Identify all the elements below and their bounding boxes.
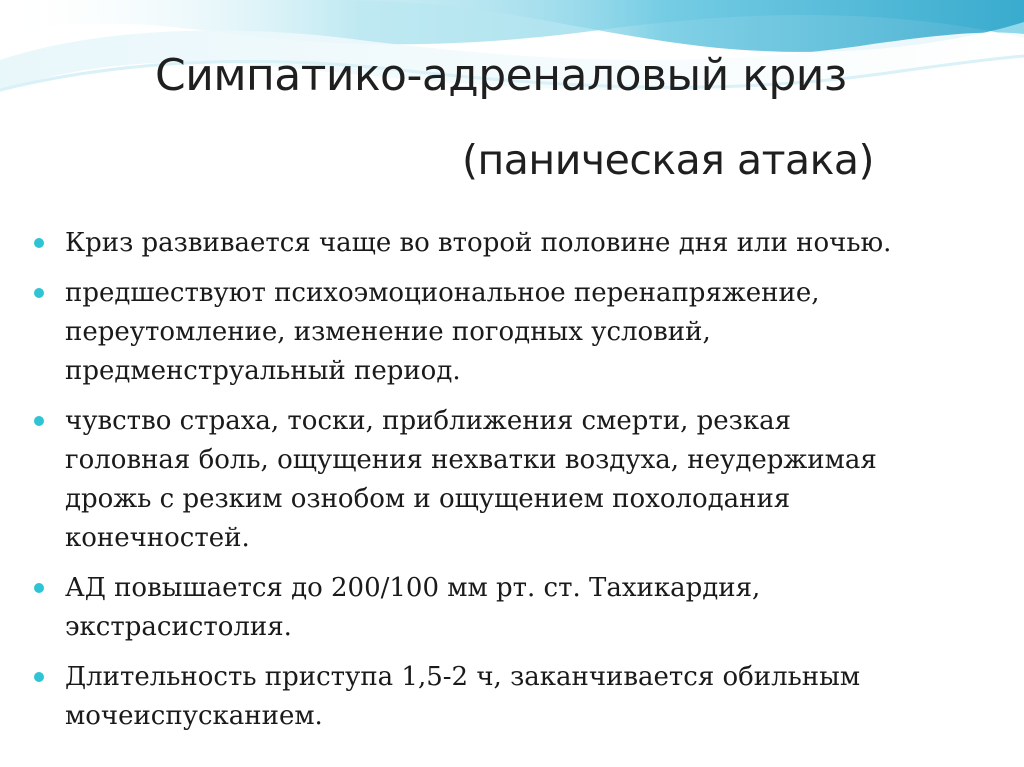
bullet-text-line: Криз развивается чаще во второй половине дня или ночью. [65, 228, 892, 258]
bullet-text-line: мочеиспусканием. [65, 701, 323, 731]
bullet-text-line: чувство страха, тоски, приближения смерти, резкая [65, 406, 791, 436]
bullet-item [34, 658, 994, 736]
bullet-dot-icon [34, 288, 44, 298]
slide-subtitle: (паническая атака) [462, 136, 874, 184]
bullet-dot-icon [34, 238, 44, 248]
bullet-list [34, 224, 994, 747]
bullet-text-line: предменструальный период. [65, 356, 461, 386]
bullet-text-line: предшествуют психоэмоциональное перенапряжение, [65, 278, 820, 308]
bullet-text-line: экстрасистолия. [65, 612, 292, 642]
bullet-item [34, 569, 994, 647]
bullet-dot-icon [34, 583, 44, 593]
bullet-item [34, 274, 994, 391]
bullet-text-line: конечностей. [65, 523, 250, 553]
bullet-dot-icon [34, 672, 44, 682]
bullet-text-line: головная боль, ощущения нехватки воздуха, неудержимая [65, 445, 877, 475]
bullet-item [34, 224, 994, 263]
bullet-dot-icon [34, 416, 44, 426]
slide-title: Симпатико-адреналовый криз [155, 50, 847, 101]
bullet-text-line: дрожь с резким ознобом и ощущением похолодания [65, 484, 791, 514]
bullet-text-line: АД повышается до 200/100 мм рт. ст. Тахикардия, [65, 573, 761, 603]
bullet-text-line: Длительность приступа 1,5-2 ч, заканчивается обильным [65, 662, 861, 692]
bullet-text-line: переутомление, изменение погодных условий, [65, 317, 711, 347]
bullet-item [34, 402, 994, 558]
